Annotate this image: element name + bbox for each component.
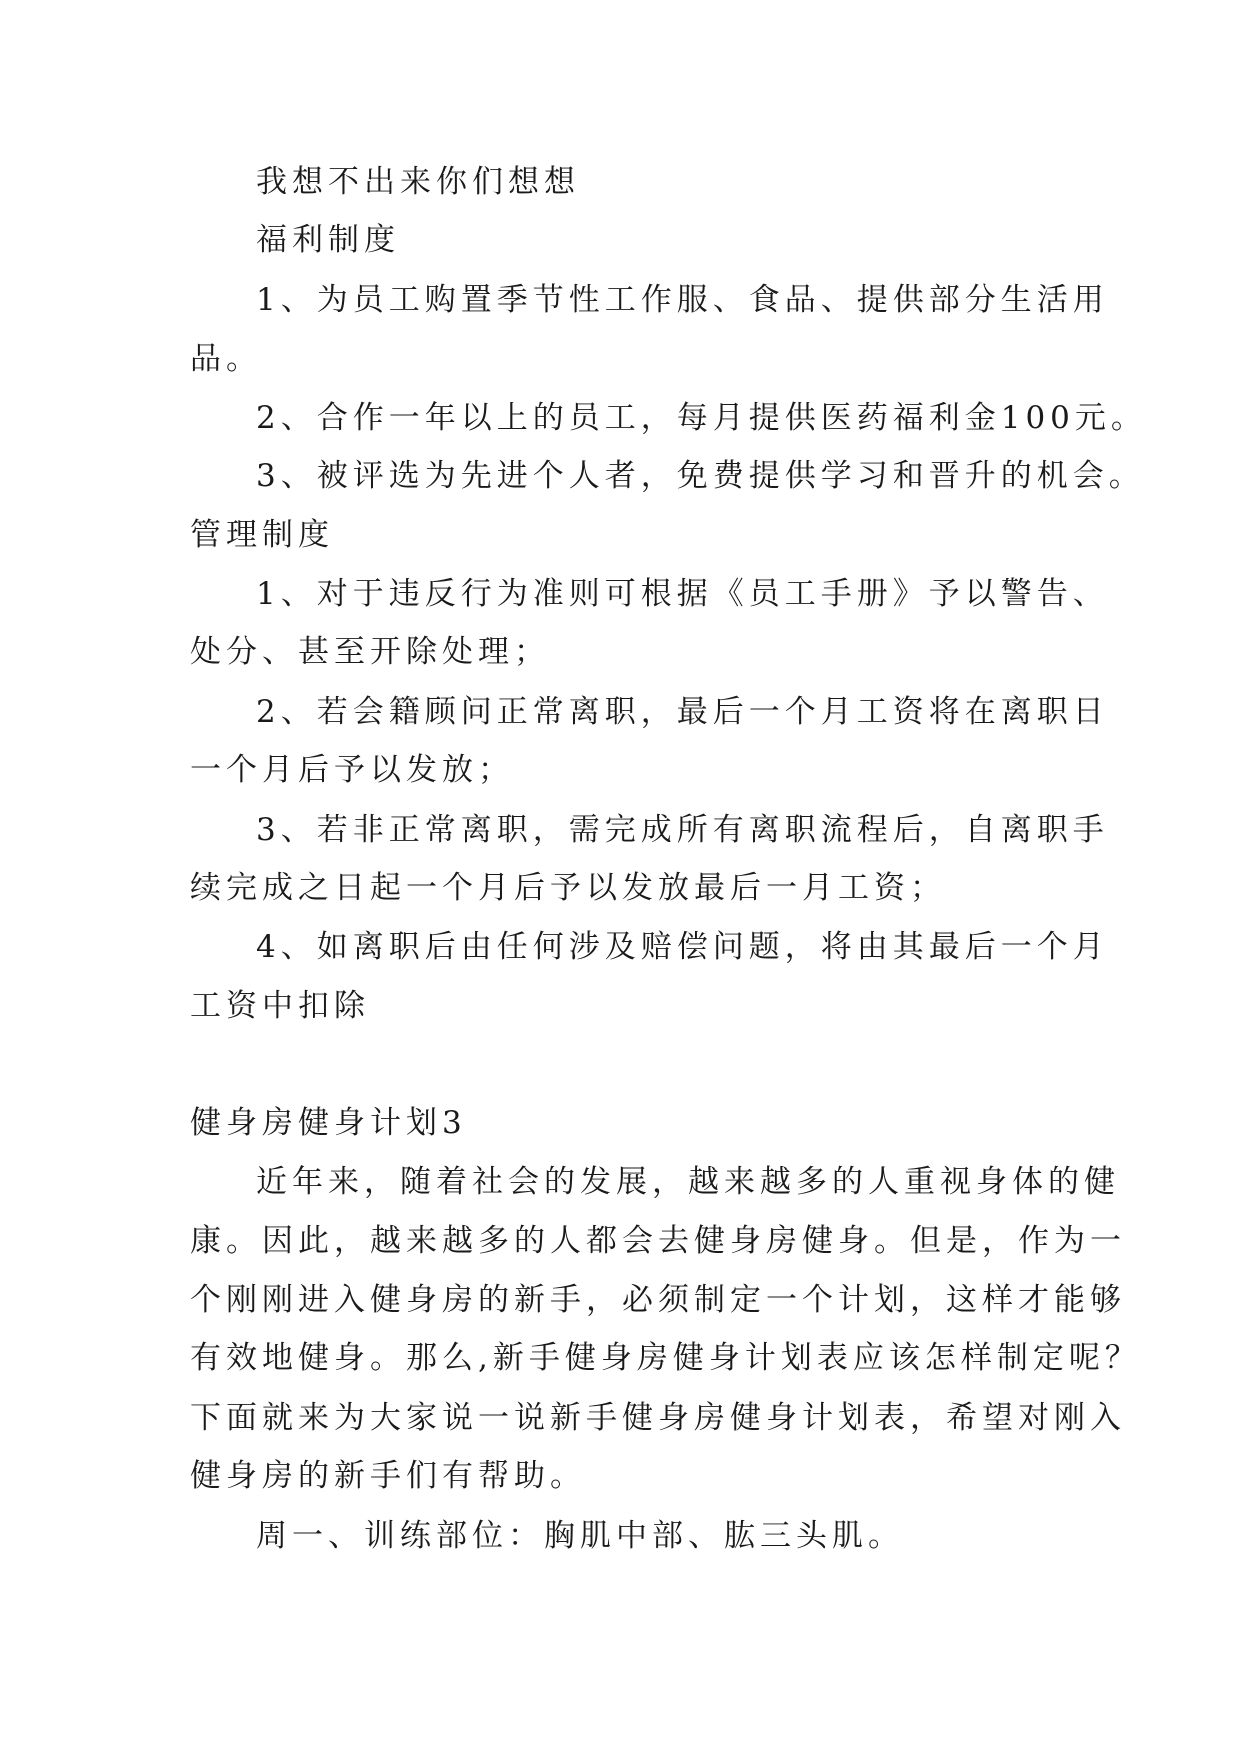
section-heading-welfare: 福利制度: [256, 222, 400, 258]
text-line: 3、若非正常离职，需完成所有离职流程后，自离职手: [256, 812, 1109, 848]
text-line: 1、为员工购置季节性工作服、食品、提供部分生活用: [256, 282, 1109, 318]
text-line: 处分、甚至开除处理；: [190, 634, 550, 670]
text-line: 下面就来为大家说一说新手健身房健身计划表，希望对刚入: [190, 1400, 1126, 1436]
text-line: 品。: [190, 341, 262, 377]
text-line: 1、对于违反行为准则可根据《员工手册》予以警告、: [256, 576, 1109, 612]
text-line: 近年来，随着社会的发展，越来越多的人重视身体的健: [256, 1164, 1120, 1200]
text-line: 3、被评选为先进个人者，免费提供学习和晋升的机会。: [256, 458, 1145, 494]
text-line: 2、合作一年以上的员工，每月提供医药福利金100元。: [256, 400, 1147, 436]
text-line: 康。因此，越来越多的人都会去健身房健身。但是，作为一: [190, 1223, 1126, 1259]
text-line: 健身房的新手们有帮助。: [190, 1458, 586, 1494]
text-line: 我想不出来你们想想: [256, 164, 580, 200]
text-line: 工资中扣除: [190, 988, 370, 1024]
section-heading-management: 管理制度: [190, 517, 334, 553]
text-line: 2、若会籍顾问正常离职，最后一个月工资将在离职日: [256, 694, 1109, 730]
text-line: 周一、训练部位：胸肌中部、肱三头肌。: [256, 1518, 904, 1554]
text-line: 一个月后予以发放；: [190, 752, 514, 788]
text-line: 续完成之日起一个月后予以发放最后一月工资；: [190, 870, 946, 906]
text-line: 个刚刚进入健身房的新手，必须制定一个计划，这样才能够: [190, 1282, 1126, 1318]
text-line: 4、如离职后由任何涉及赔偿问题，将由其最后一个月: [256, 929, 1109, 965]
text-line: 有效地健身。那么,新手健身房健身计划表应该怎样制定呢？: [190, 1340, 1141, 1376]
section-heading-fitness-plan: 健身房健身计划3: [190, 1105, 467, 1141]
